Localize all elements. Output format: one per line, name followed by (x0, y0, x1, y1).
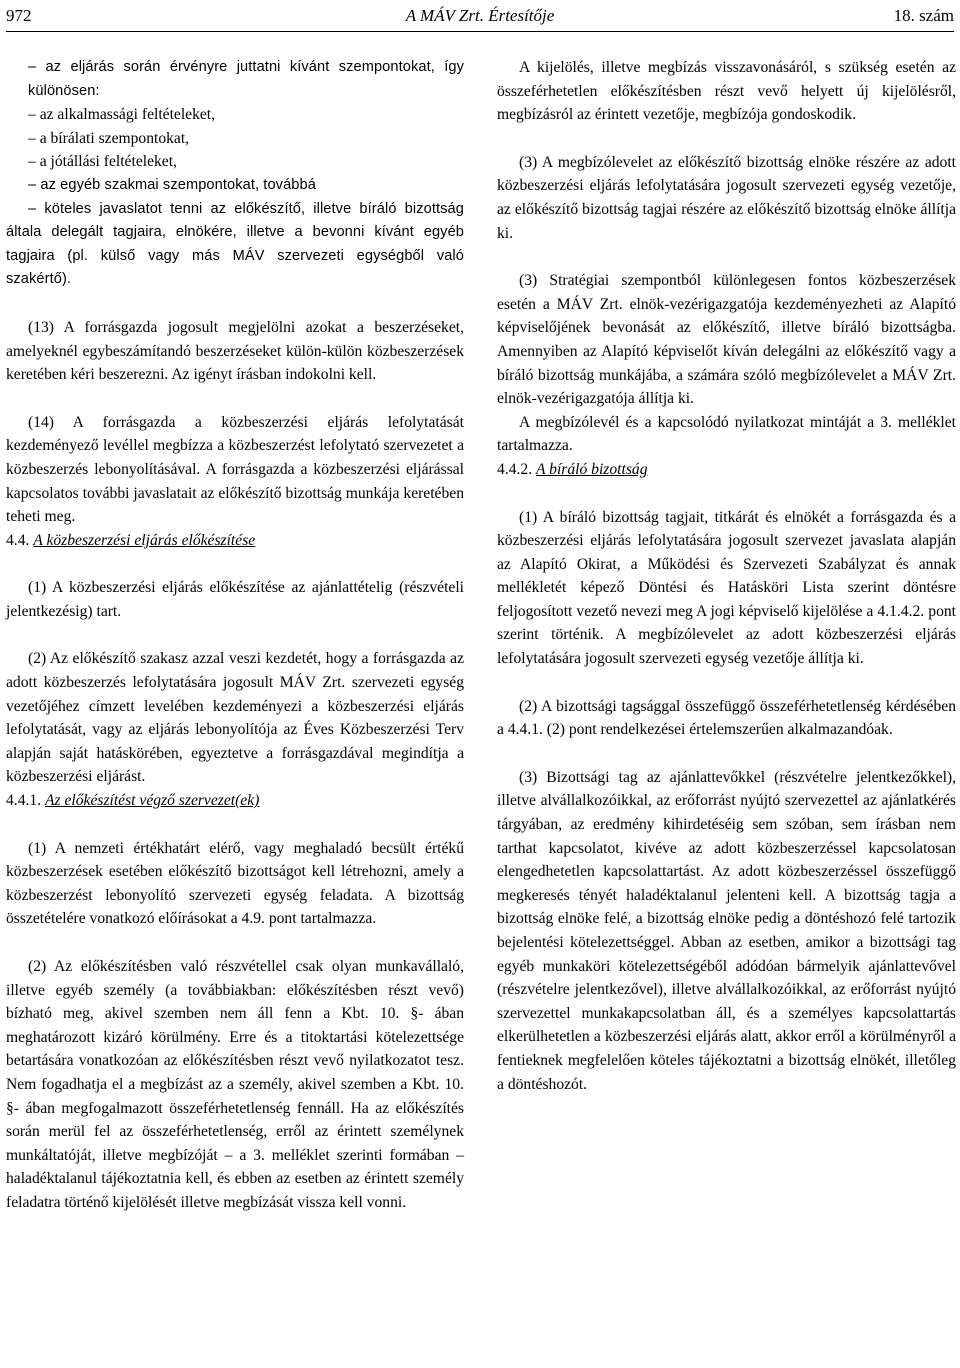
paragraph-14: (14) A forrásgazda a közbeszerzési eljárás lefolytatását kezdeményező levéllel megbízza a közbeszerzést lefolytató szervezetet a közbeszerzés lebonyolításával. A forrásgazda a közbeszerzési eljárással kapcsolatos további javaslatait az előkészítő bizottság munkája keretében teheti meg. (6, 413, 464, 526)
issue-number: 18. szám (893, 6, 954, 25)
paragraph-4-4-2-2: (2) A bizottsági tagsággal összefüggő összeférhetetlenség kérdésében a 4.4.1. (2) pont rendelkezései értelemszerűen alkalmazandóak. (497, 697, 956, 739)
heading-number: 4.4. (6, 531, 30, 549)
list-intro: – az eljárás során érvényre juttatni kívánt szempontokat, így különösen: (28, 59, 464, 99)
heading-title: A bíráló bizottság (536, 460, 648, 478)
list-item: – köteles javaslatot tenni az előkészítő, illetve bíráló bizottság általa delegált tagjaira, elnökére, illetve a bevonni kívánt egyéb tagjaira (pl. külső vagy más MÁV szervezeti egységből való szakértő). (6, 200, 464, 288)
paragraph-revocation: A kijelölés, illetve megbízás visszavonásáról, s szükség esetén az összeférhetetlen előkészítésben részt vevő helyett új kijelölésről, megbízásról az érintett vezetője, megbízója gondoskodik. (497, 59, 956, 124)
paragraph-4-4-2-1: (1) A bíráló bizottság tagjait, titkárát és elnökét a forrásgazda és a közbeszerzési eljárás lefolytatására jogosult szervezet javaslata alapján az Alapító Okirat, a Működési és Szervezeti Szabályzat és annak mellékletét képező Döntési és Hatásköri Lista szerint döntésre feljogosított vezető nevezi meg A jogi képviselő kijelölése a 4.1.4.2. pont szerint történik. A megbízólevelet az adott közbeszerzési eljárás lefolytatására jogosult szervezeti egység vezetője állítja ki. (497, 508, 956, 668)
paragraph-4-4-2: (2) Az előkészítő szakasz azzal veszi kezdetét, hogy a forrásgazda az adott közbeszerzés lefolytatására jogosult MÁV Zrt. szervezeti egység vezetőjéhez címzett levelében kezdeményezi a közbeszerzési eljárás lefolytatását, vagy az eljárás lebonyolítója az Éves Közbeszerzési Terv alapján saját hatáskörében, egyeztetve a forrásgazdával megindítja a közbeszerzési eljárást. (6, 650, 464, 786)
paragraph-annex-reference: A megbízólevél és a kapcsolódó nyilatkozat mintáját a 3. melléklet tartalmazza. (497, 413, 956, 455)
section-heading-4-4-1 (6, 789, 464, 813)
page-number: 972 (6, 6, 32, 25)
running-header (6, 6, 954, 34)
list-item: – a bírálati szempontokat, (28, 129, 190, 147)
paragraph-13: (13) A forrásgazda jogosult megjelölni azokat a beszerzéseket, amelyeknél egybeszámítandó beszerzéseket külön-külön közbeszerzések keretében kéri beszerezni. Az igényt írásban indokolni kell. (6, 318, 464, 384)
heading-number: 4.4.2. (497, 460, 533, 478)
list-item: – a jótállási feltételeket, (28, 153, 177, 171)
section-heading-4-4 (6, 529, 464, 553)
paragraph-4-4-1-2: (2) Az előkészítésben való részvétellel csak olyan munkavállaló, illetve egyéb személy (a továbbiakban: előkészítésben részt vevő) bízható meg, akivel szemben nem áll fenn a Kbt. 10. §- ában meghatározott kizáró körülmény. Erre és a titoktartási kötelezettsége betartására vonatkozóan az előkészítésben részt vevő nyilatkozatot tesz. Nem fogadhatja el a megbízást az a személy, akivel szemben a Kbt. 10. §- ában megfogalmazott összeférhetetlenség fennáll. Ha az előkészítés során merül fel az összeférhetetlenség, erről az érintett személynek munkáltatóját, illetve megbízóját – a 3. melléklet szerinti formában – haladéktalanul tájékoztatnia kell, és ebben az esetben az érintett személy feladatra történő kijelölését illetve megbízását vissza kell vonni. (6, 958, 464, 1211)
heading-title: Az előkészítést végző szervezet(ek) (45, 792, 260, 810)
list-item: – az egyéb szakmai szempontokat, továbbá (28, 176, 316, 193)
paragraph-4-4-1: (1) A közbeszerzési eljárás előkészítése az ajánlattételig (részvételi jelentkezésig) tart. (6, 579, 464, 620)
header-rule (6, 31, 954, 32)
list-item: – az alkalmassági feltételeket, (28, 106, 216, 124)
paragraph-4-4-1-1: (1) A nemzeti értékhatárt elérő, vagy meghaladó becsült értékű közbeszerzések esetében előkészítő bizottságot kell létrehozni, amely a közbeszerzést lebonyolító szervezeti egység feladata. A bizottság összetételére vonatkozó előírásokat a 4.9. pont tartalmazza. (6, 839, 464, 928)
paragraph-mandate-letter: (3) A megbízólevelet az előkészítő bizottság elnöke részére az adott közbeszerzési eljárás lefolytatására jogosult szervezeti egység vezetője, az előkészítő bizottság tagjai részére az előkészítő bizottság elnöke állítja ki. (497, 153, 956, 242)
heading-number: 4.4.1. (6, 792, 42, 810)
section-heading-4-4-2 (497, 458, 956, 482)
paragraph-strategic: (3) Stratégiai szempontból különlegesen fontos közbeszerzések esetén a MÁV Zrt. elnök-vezérigazgatója kezdeményezheti az Alapító képviselőjének bevonását az előkészítő, illetve bíráló bizottságba. Amennyiben az Alapító képviselőt kíván delegálni az előkészítő vagy a bíráló bizottság munkájába, a számára szóló megbízólevelet a MÁV Zrt. elnök-vezérigazgatója állítja ki. (497, 272, 956, 408)
journal-title: A MÁV Zrt. Értesítője (405, 6, 555, 25)
left-column (6, 56, 464, 1215)
paragraph-4-4-2-3: (3) Bizottsági tag az ajánlattevőkkel (részvételre jelentkezőkkel), illetve alvállalkozóikkal, az erőforrást nyújtó szervezettel az ajánlatkérés tárgyában, az eredmény kihirdetéséig sem szóban, sem írásban nem tarthat kapcsolatot, kivéve az adott közbeszerzéssel kapcsolatosan elengedhetetlen kapcsolattartást. Az adott közbeszerzéssel összefüggő megkeresés tényét haladéktalanul jelenteni kell. A bizottság tagja a bizottság elnöke felé, a bizottság elnöke pedig a döntéshozó felé tartozik bejelentési kötelezettséggel. Abban az esetben, amikor a bizottsági tag egyéb munkaköri kötelezettségéből adódóan bármelyik ajánlattevővel (részvételre jelentkezővel), illetve alvállalkozóikkal, az erőforrást nyújtó szervezettel munkakapcsolatban áll, és a személyes kapcsolattartás elkerülhetetlen a közbeszerzési eljárás alatt, akkor erről a körülményről a fentieknek megfelelően köteles tájékoztatni a bizottság elnökét, illetőleg a döntéshozót. (497, 768, 956, 1093)
right-column (497, 56, 956, 1096)
heading-title: A közbeszerzési eljárás előkészítése (33, 531, 256, 549)
